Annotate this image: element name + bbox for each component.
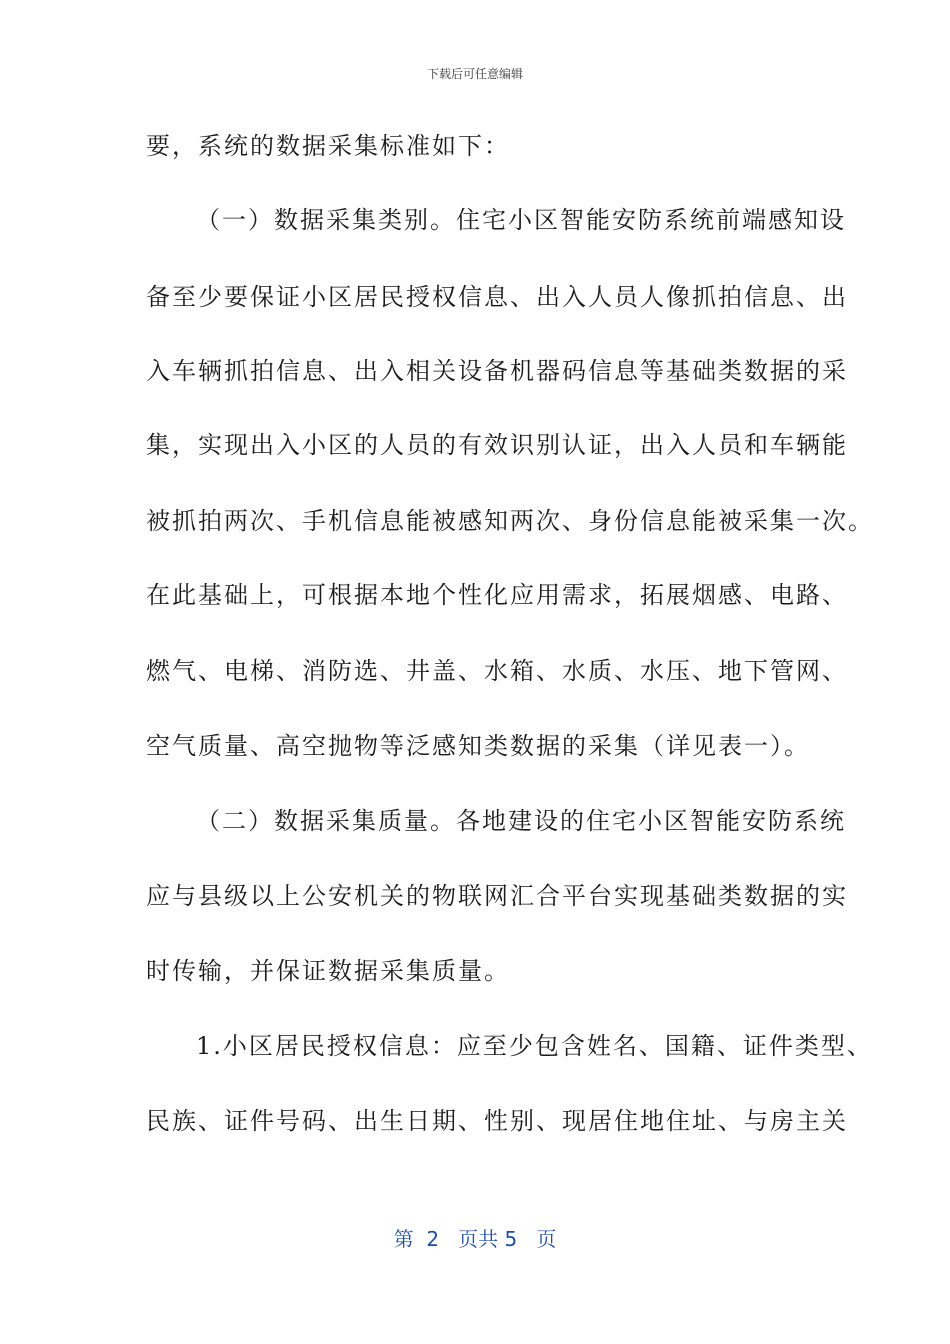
body-line: （二）数据采集质量。各地建设的住宅小区智能安防系统 [196,807,846,835]
body-line: 燃气、电梯、消防选、井盖、水箱、水质、水压、地下管网、 [146,657,848,685]
body-line: 在此基础上，可根据本地个性化应用需求，拓展烟感、电路、 [146,581,848,609]
body-line: 集，实现出入小区的人员的有效识别认证，出入人员和车辆能 [146,431,848,459]
body-line: 入车辆抓拍信息、出入相关设备机器码信息等基础类数据的采 [146,357,848,385]
body-line: （一）数据采集类别。住宅小区智能安防系统前端感知设 [196,206,846,234]
body-line: 1.小区居民授权信息：应至少包含姓名、国籍、证件类型、 [196,1032,873,1060]
body-line: 备至少要保证小区居民授权信息、出入人员人像抓拍信息、出 [146,283,848,311]
page-footer: 第 2 页共 5 页 [393,1227,557,1251]
body-line: 应与县级以上公安机关的物联网汇合平台实现基础类数据的实 [146,882,848,910]
body-line: 被抓拍两次、手机信息能被感知两次、身份信息能被采集一次。 [146,507,874,535]
body-line: 时传输，并保证数据采集质量。 [146,957,510,985]
body-line: 要，系统的数据采集标准如下： [146,132,510,160]
body-line: 空气质量、高空抛物等泛感知类数据的采集（详见表一）。 [146,732,810,760]
page-header: 下载后可任意编辑 [426,67,523,81]
body-line: 民族、证件号码、出生日期、性别、现居住地住址、与房主关 [146,1107,848,1135]
